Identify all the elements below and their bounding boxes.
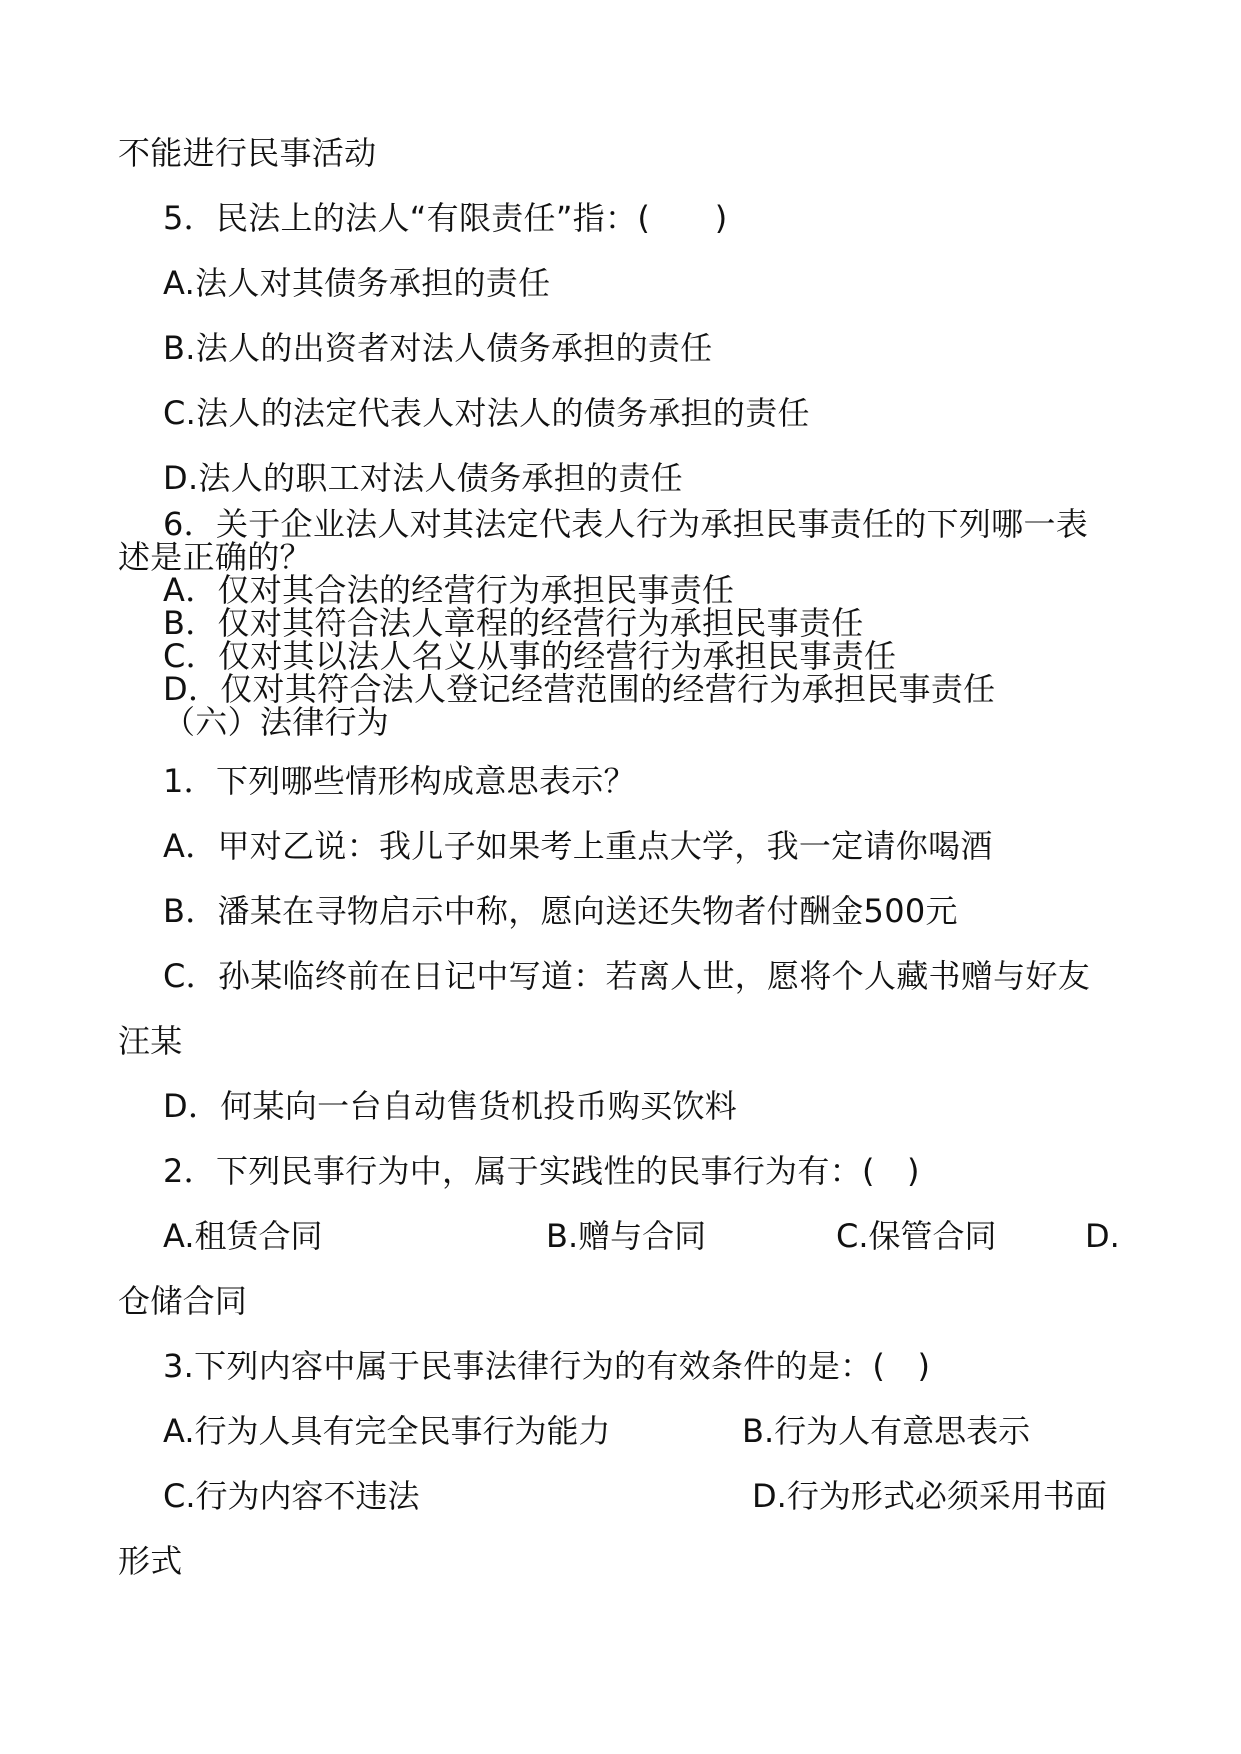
- option-d: D．仅对其符合法人登记经营范围的经营行为承担民事责任: [163, 670, 996, 708]
- question-5: 5．民法上的法人“有限责任”指：( ): [163, 199, 728, 237]
- option-a: A.法人对其债务承担的责任: [163, 264, 551, 302]
- option-d: D.: [1085, 1217, 1120, 1255]
- option-b: B．仅对其符合法人章程的经营行为承担民事责任: [163, 604, 864, 642]
- option-d-cont: 仓储合同: [118, 1282, 248, 1320]
- option-b: B．潘某在寻物启示中称，愿向送还失物者付酬金500元: [163, 892, 958, 930]
- question-6-cont: 述是正确的？: [118, 538, 312, 576]
- question-2: 2．下列民事行为中，属于实践性的民事行为有：( ): [163, 1152, 920, 1190]
- option-c: C．孙某临终前在日记中写道：若离人世，愿将个人藏书赠与好友: [163, 957, 1091, 995]
- option-a: A．仅对其合法的经营行为承担民事责任: [163, 571, 735, 609]
- option-c: C.法人的法定代表人对法人的债务承担的责任: [163, 394, 810, 432]
- option-c: C.行为内容不违法: [163, 1477, 420, 1515]
- option-d: D.行为形式必须采用书面: [752, 1477, 1107, 1515]
- option-b: B.赠与合同: [546, 1217, 707, 1255]
- option-a: A.行为人具有完全民事行为能力: [163, 1412, 611, 1450]
- question-6: 6．关于企业法人对其法定代表人行为承担民事责任的下列哪一表: [163, 505, 1089, 543]
- question-3: 3.下列内容中属于民事法律行为的有效条件的是：( ): [163, 1347, 931, 1385]
- text-line: 不能进行民事活动: [118, 134, 377, 172]
- option-b: B.行为人有意思表示: [742, 1412, 1031, 1450]
- option-a: A．甲对乙说：我儿子如果考上重点大学，我一定请你喝酒: [163, 827, 993, 865]
- option-a: A.租赁合同: [163, 1217, 323, 1255]
- option-c-cont: 汪某: [118, 1022, 183, 1060]
- option-b: B.法人的出资者对法人债务承担的责任: [163, 329, 713, 367]
- option-d-cont: 形式: [118, 1542, 183, 1580]
- section-heading: （六）法律行为: [163, 703, 390, 741]
- option-c: C.保管合同: [836, 1217, 997, 1255]
- question-1: 1．下列哪些情形构成意思表示？: [163, 762, 636, 800]
- option-d: D.法人的职工对法人债务承担的责任: [163, 459, 683, 497]
- option-c: C．仅对其以法人名义从事的经营行为承担民事责任: [163, 637, 897, 675]
- option-d: D．何某向一台自动售货机投币购买饮料: [163, 1087, 738, 1125]
